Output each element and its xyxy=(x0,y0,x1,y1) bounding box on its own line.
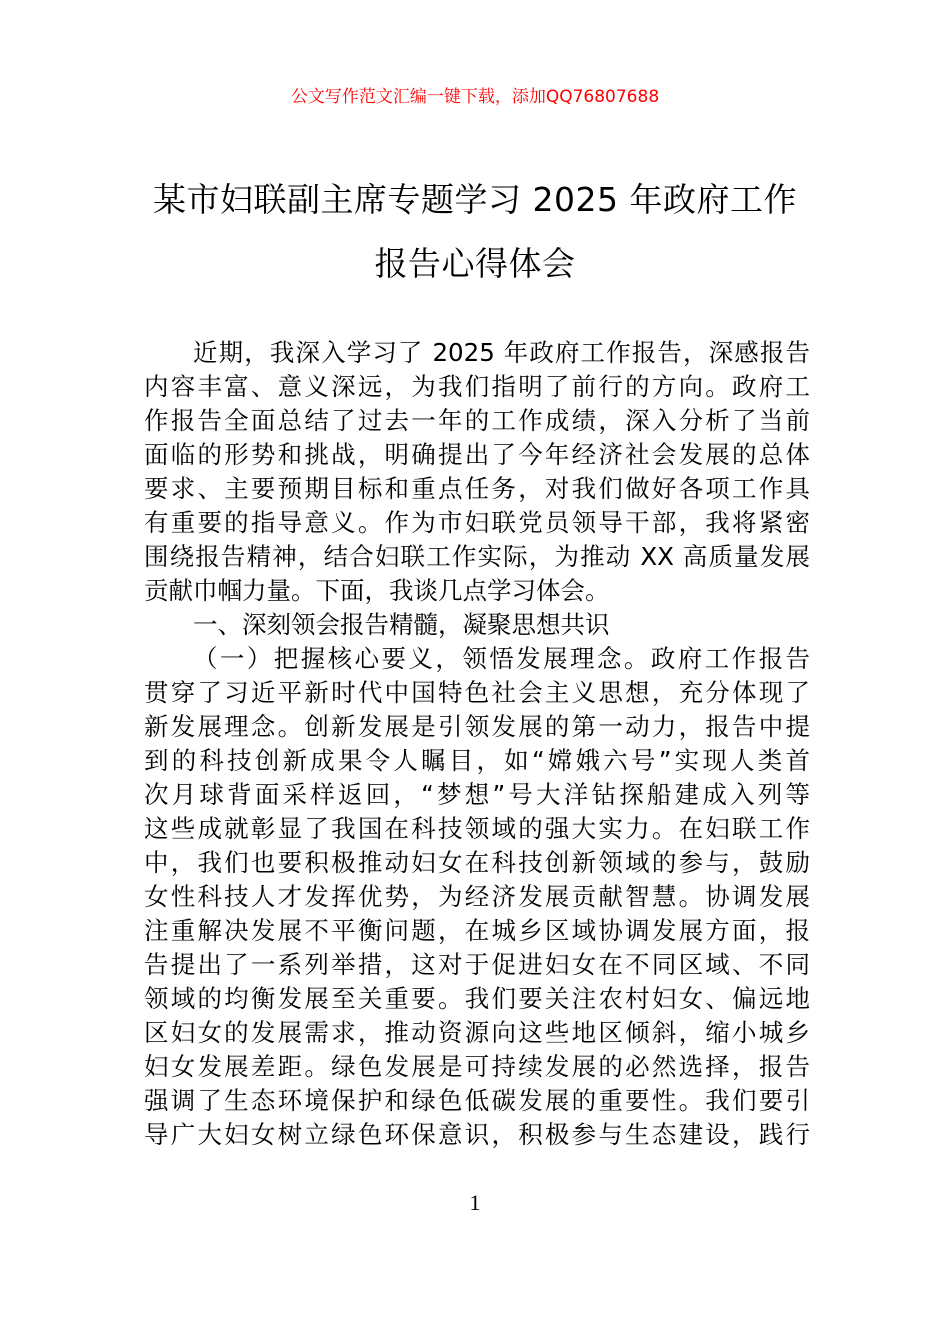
paragraph-line: 告提出了一系列举措，这对于促进妇女在不同区域、不同 xyxy=(144,950,810,979)
download-banner: 公文写作范文汇编一键下载，添加QQ76807688 xyxy=(290,87,660,107)
paragraph-line: （一）把握核心要义，领悟发展理念。政府工作报告 xyxy=(193,644,810,673)
section-heading: 一、深刻领会报告精髓，凝聚思想共识 xyxy=(193,610,610,639)
paragraph-line: 有重要的指导意义。作为市妇联党员领导干部，我将紧密 xyxy=(144,508,810,537)
paragraph-line: 注重解决发展不平衡问题，在城乡区域协调发展方面，报 xyxy=(144,916,810,945)
paragraph-line: 区妇女的发展需求，推动资源向这些地区倾斜，缩小城乡 xyxy=(144,1018,810,1047)
paragraph-line: 贡献巾帼力量。下面，我谈几点学习体会。 xyxy=(144,576,610,605)
paragraph-line: 导广大妇女树立绿色环保意识，积极参与生态建设，践行 xyxy=(144,1120,810,1149)
paragraph-line: 到的科技创新成果令人瞩目，如“嫦娥六号”实现人类首 xyxy=(144,746,810,775)
paragraph-line: 围绕报告精神，结合妇联工作实际，为推动 XX 高质量发展 xyxy=(144,542,810,571)
paragraph-line: 强调了生态环境保护和绿色低碳发展的重要性。我们要引 xyxy=(144,1086,810,1115)
paragraph-line: 中，我们也要积极推动妇女在科技创新领域的参与，鼓励 xyxy=(144,848,810,877)
paragraph-line: 面临的形势和挑战，明确提出了今年经济社会发展的总体 xyxy=(144,440,810,469)
paragraph-line: 妇女发展差距。绿色发展是可持续发展的必然选择，报告 xyxy=(144,1052,810,1081)
document-title xyxy=(120,168,830,296)
page-number: 1 xyxy=(469,1190,481,1215)
paragraph-line: 要求、主要预期目标和重点任务，对我们做好各项工作具 xyxy=(144,474,810,503)
document-body xyxy=(144,336,810,1152)
paragraph-line: 作报告全面总结了过去一年的工作成绩，深入分析了当前 xyxy=(144,406,810,435)
paragraph-line: 领域的均衡发展至关重要。我们要关注农村妇女、偏远地 xyxy=(144,984,810,1013)
paragraph-line: 内容丰富、意义深远，为我们指明了前行的方向。政府工 xyxy=(144,372,810,401)
paragraph-line: 这些成就彰显了我国在科技领域的强大实力。在妇联工作 xyxy=(144,814,810,843)
paragraph-line: 贯穿了习近平新时代中国特色社会主义思想，充分体现了 xyxy=(144,678,810,707)
paragraph-line: 新发展理念。创新发展是引领发展的第一动力，报告中提 xyxy=(144,712,810,741)
title-line-2: 报告心得体会 xyxy=(374,244,576,283)
title-line-1: 某市妇联副主席专题学习 2025 年政府工作 xyxy=(153,180,797,219)
paragraph-line: 女性科技人才发挥优势，为经济发展贡献智慧。协调发展 xyxy=(144,882,810,911)
paragraph-line: 次月球背面采样返回，“梦想”号大洋钻探船建成入列等 xyxy=(144,780,810,809)
paragraph-line: 近期，我深入学习了 2025 年政府工作报告，深感报告 xyxy=(193,338,810,367)
